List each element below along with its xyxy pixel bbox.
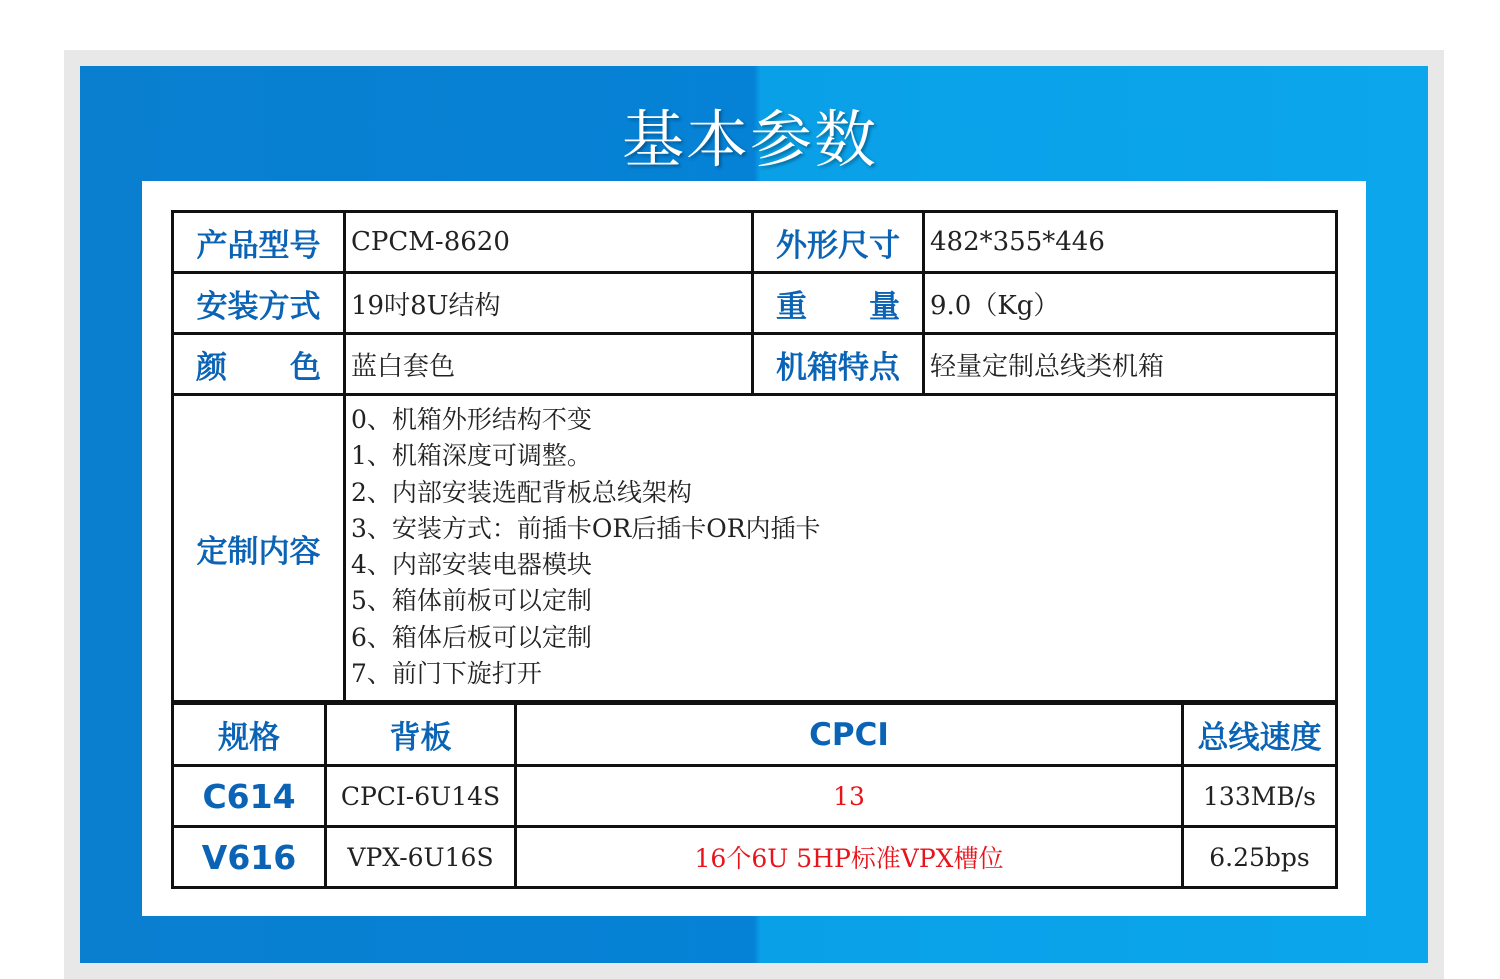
table-row <box>173 766 1337 827</box>
custom-item: 5、箱体前板可以定制 <box>351 586 592 616</box>
table-row <box>173 273 1337 334</box>
spec-cell: V616 <box>173 827 326 888</box>
weight-value: 9.0（Kg） <box>924 273 1337 334</box>
header-spec: 规格 <box>173 704 326 766</box>
weight-label-a: 重 <box>776 288 807 325</box>
header-speed: 总线速度 <box>1183 704 1337 766</box>
params-table <box>171 210 1338 703</box>
custom-item: 6、箱体后板可以定制 <box>351 622 592 652</box>
table-row <box>173 212 1337 273</box>
custom-item: 1、机箱深度可调整。 <box>351 441 592 471</box>
custom-item: 7、前门下旋打开 <box>351 659 542 689</box>
feature-label: 机箱特点 <box>753 334 924 395</box>
model-label: 产品型号 <box>173 212 345 273</box>
color-label-b: 色 <box>290 349 321 386</box>
backplane-cell: VPX-6U16S <box>326 827 516 888</box>
size-value: 482*355*446 <box>924 212 1337 273</box>
size-label: 外形尺寸 <box>753 212 924 273</box>
table-row <box>173 827 1337 888</box>
cpci-cell: 13 <box>516 766 1183 827</box>
feature-value: 轻量定制总线类机箱 <box>924 334 1337 395</box>
custom-list <box>345 395 1337 702</box>
color-label <box>173 334 345 395</box>
color-label-a: 颜 <box>196 349 227 386</box>
backplane-cell: CPCI-6U14S <box>326 766 516 827</box>
install-value: 19吋8U结构 <box>345 273 753 334</box>
custom-label: 定制内容 <box>173 395 345 702</box>
table-row <box>173 395 1337 702</box>
custom-item: 0、机箱外形结构不变 <box>351 405 592 434</box>
table-row <box>173 704 1337 766</box>
cpci-cell: 16个6U 5HP标准VPX槽位 <box>516 827 1183 888</box>
weight-label <box>753 273 924 334</box>
header-cpci: CPCI <box>516 704 1183 766</box>
custom-item: 3、安装方式：前插卡OR后插卡OR内插卡 <box>351 513 821 543</box>
spec-cell: C614 <box>173 766 326 827</box>
header-backplane: 背板 <box>326 704 516 766</box>
speed-cell: 133MB/s <box>1183 766 1337 827</box>
speed-cell: 6.25bps <box>1183 827 1337 888</box>
table-row <box>173 334 1337 395</box>
page-title: 基本参数 <box>621 103 878 176</box>
model-value: CPCM-8620 <box>345 212 753 273</box>
color-value: 蓝白套色 <box>345 334 753 395</box>
custom-item: 2、内部安装选配背板总线架构 <box>351 477 692 507</box>
install-label: 安装方式 <box>173 273 345 334</box>
custom-item: 4、内部安装电器模块 <box>351 550 592 580</box>
weight-label-b: 量 <box>869 288 900 325</box>
spec-table <box>171 702 1338 889</box>
